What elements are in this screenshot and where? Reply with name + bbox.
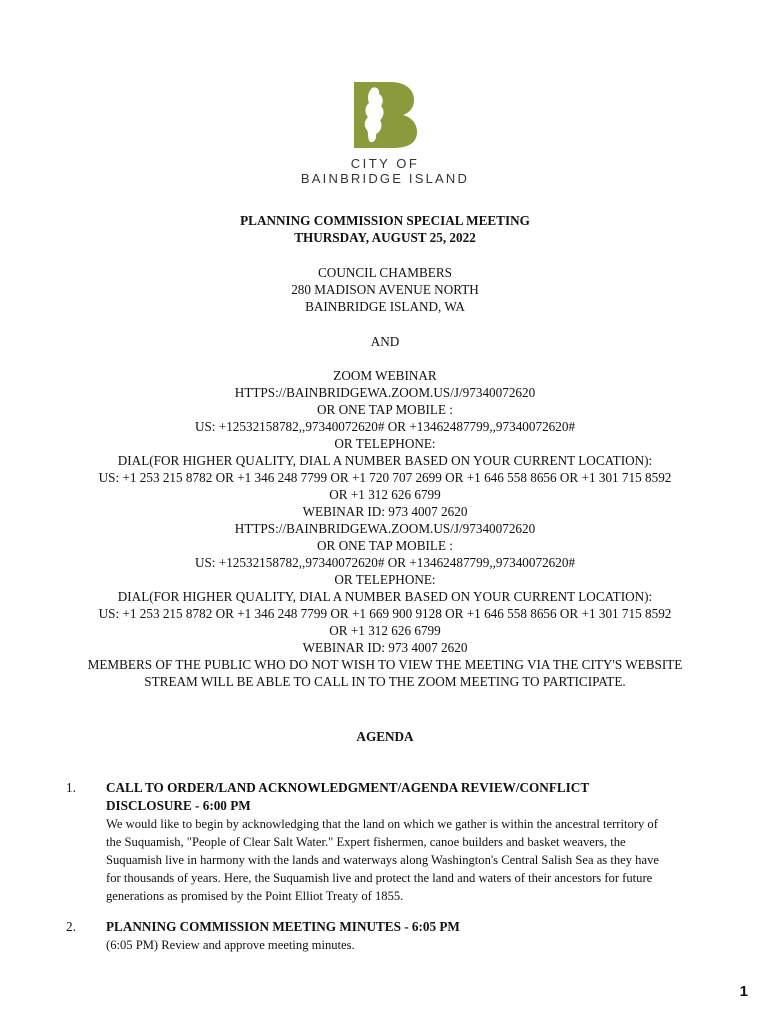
- zoom-line: ZOOM WEBINAR: [333, 368, 437, 383]
- zoom-link[interactable]: HTTPS://BAINBRIDGEWA.ZOOM.US/J/97340072620: [234, 385, 536, 400]
- agenda-item-description: [106, 936, 716, 954]
- agenda-item-number: 2.: [66, 919, 76, 934]
- agenda-item-title-line: CALL TO ORDER/LAND ACKNOWLEDGMENT/AGENDA REVIEW/CONFLICT: [106, 780, 590, 795]
- zoom-line: WEBINAR ID: 973 4007 2620: [302, 640, 468, 655]
- zoom-line: OR ONE TAP MOBILE :: [317, 402, 453, 417]
- zoom-info: [0, 367, 770, 690]
- location-line: BAINBRIDGE ISLAND, WA: [305, 299, 465, 314]
- logo-text-city-of: CITY OF: [350, 156, 420, 171]
- zoom-line: US: +1 253 215 8782 OR +1 346 248 7799 OR +1 720 707 2699 OR +1 646 558 8656 OR +1 301 715 8592: [98, 470, 672, 485]
- agenda-item-title-line: DISCLOSURE - 6:00 PM: [106, 797, 251, 813]
- agenda-item-number: 1.: [66, 780, 76, 795]
- page-number: 1: [739, 983, 748, 1000]
- zoom-line: OR ONE TAP MOBILE :: [317, 538, 453, 553]
- meeting-location: [0, 264, 770, 315]
- zoom-line: OR +1 312 626 6799: [329, 623, 441, 638]
- public-notice-line: STREAM WILL BE ABLE TO CALL IN TO THE ZOOM MEETING TO PARTICIPATE.: [144, 674, 626, 689]
- logo-text-bainbridge-island: BAINBRIDGE ISLAND: [300, 171, 470, 186]
- zoom-line: OR TELEPHONE:: [334, 436, 436, 451]
- zoom-line: OR +1 312 626 6799: [329, 487, 441, 502]
- public-notice-line: MEMBERS OF THE PUBLIC WHO DO NOT WISH TO VIEW THE MEETING VIA THE CITY'S WEBSITE: [87, 657, 683, 672]
- zoom-line: WEBINAR ID: 973 4007 2620: [302, 504, 468, 519]
- zoom-line: US: +12532158782,,97340072620# OR +13462487799,,97340072620#: [194, 555, 576, 570]
- description-line: for thousands of years. Here, the Suquamish live and protect the land and waters of their ancestors for future: [106, 871, 653, 885]
- agenda-item-title-line: PLANNING COMMISSION MEETING MINUTES - 6:05 PM: [106, 919, 460, 934]
- location-line: COUNCIL CHAMBERS: [318, 265, 452, 280]
- agenda-item-title: [106, 918, 706, 936]
- zoom-line: DIAL(FOR HIGHER QUALITY, DIAL A NUMBER BASED ON YOUR CURRENT LOCATION):: [117, 589, 653, 604]
- description-line: We would like to begin by acknowledging that the land on which we gather is within the ancestral territory of: [106, 817, 658, 831]
- meeting-title: PLANNING COMMISSION SPECIAL MEETING: [240, 213, 530, 228]
- zoom-line: OR TELEPHONE:: [334, 572, 436, 587]
- zoom-line: US: +1 253 215 8782 OR +1 346 248 7799 OR +1 669 900 9128 OR +1 646 558 8656 OR +1 301 715 8592: [98, 606, 672, 621]
- meeting-heading: [0, 212, 770, 246]
- zoom-link[interactable]: HTTPS://BAINBRIDGEWA.ZOOM.US/J/97340072620: [234, 521, 536, 536]
- description-line: the Suquamish, "People of Clear Salt Water." Expert fishermen, canoe builders and basket weavers, the: [106, 835, 626, 849]
- agenda-heading: AGENDA: [356, 729, 414, 744]
- agenda-item-title: [106, 779, 706, 814]
- location-line: 280 MADISON AVENUE NORTH: [291, 282, 479, 297]
- bainbridge-b-logo-icon: [350, 80, 420, 150]
- description-line: generations as promised by the Point Elliot Treaty of 1855.: [106, 889, 404, 903]
- city-logo: [0, 80, 770, 186]
- and-separator: AND: [370, 334, 400, 349]
- agenda-item-description: [106, 815, 716, 905]
- meeting-date: THURSDAY, AUGUST 25, 2022: [294, 230, 476, 245]
- zoom-line: US: +12532158782,,97340072620# OR +13462487799,,97340072620#: [194, 419, 576, 434]
- zoom-line: DIAL(FOR HIGHER QUALITY, DIAL A NUMBER BASED ON YOUR CURRENT LOCATION):: [117, 453, 653, 468]
- description-line: Suquamish live in harmony with the lands and waterways along Washington's Central Salish Sea as they have: [106, 853, 659, 867]
- description-line: (6:05 PM) Review and approve meeting minutes.: [106, 938, 355, 952]
